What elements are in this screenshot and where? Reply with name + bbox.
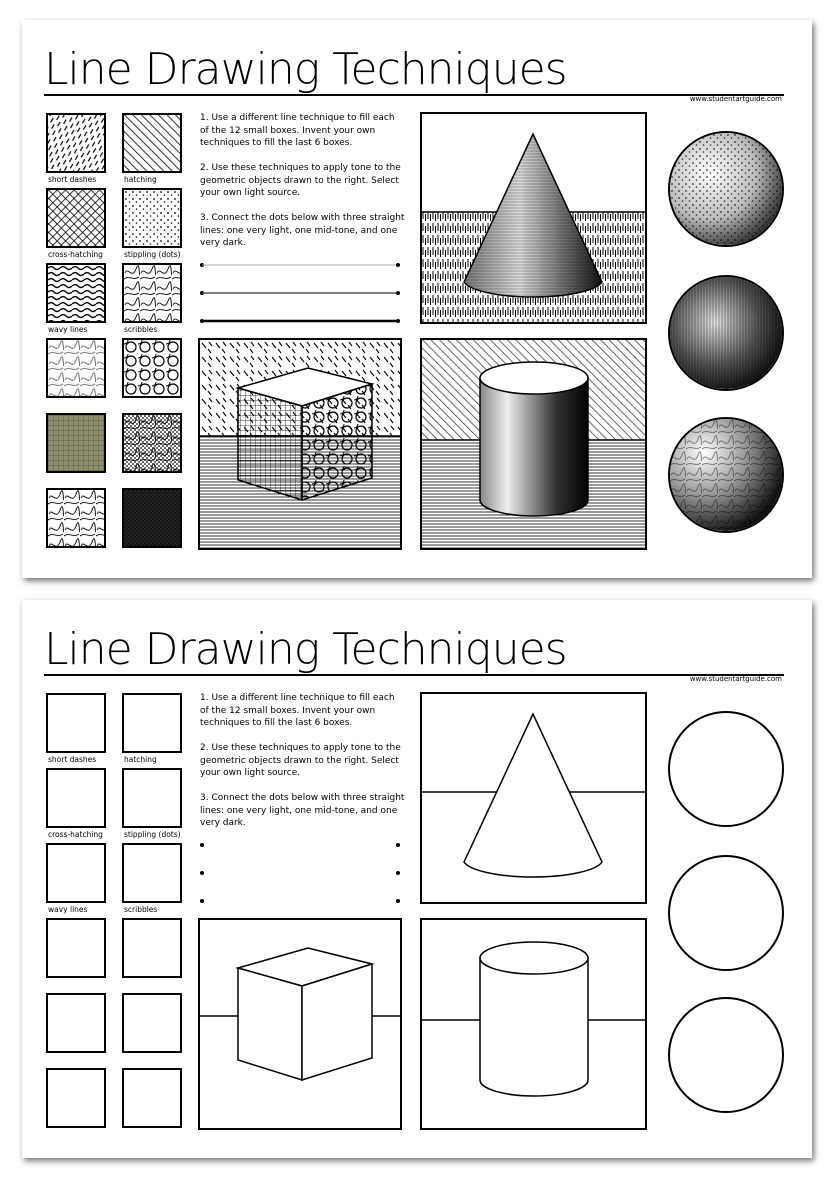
tone-dots-2[interactable] [200, 871, 400, 875]
swatch-short-dashes [46, 113, 106, 173]
instruction-2: 2. Use these techniques to apply tone to the geometric objects drawn to the right. Select your own light source. [200, 743, 401, 778]
swatch-custom-4[interactable] [122, 993, 182, 1053]
cylinder-body [480, 378, 588, 516]
swatch-cross-hatching [46, 188, 106, 248]
swatch-label: stippling (dots) [124, 250, 181, 259]
swatch-wavy-lines[interactable] [46, 843, 106, 903]
swatch-wavy-lines [46, 263, 106, 323]
instruction-3: 3. Connect the dots below with three straight lines: one very light, one mid-tone, and one very dark. [200, 793, 405, 828]
title-rule [44, 674, 784, 676]
title-rule [44, 94, 784, 96]
tone-line-light [200, 263, 400, 267]
swatch-label: scribbles [124, 905, 158, 914]
swatch-label: wavy lines [48, 325, 88, 334]
swatch-hatching[interactable] [122, 693, 182, 753]
worksheet-title: Line Drawing Techniques [44, 44, 567, 95]
swatch-custom-6 [122, 488, 182, 548]
website-url: www.studentartguide.com [689, 675, 782, 683]
swatch-scribbles [122, 263, 182, 323]
cone-shape [464, 714, 602, 877]
swatch-label: cross-hatching [48, 250, 103, 259]
worksheet-blank [22, 600, 812, 1158]
swatch-label: stippling (dots) [124, 830, 181, 839]
swatch-stippling [122, 188, 182, 248]
swatch-stippling[interactable] [122, 768, 182, 828]
cube-panel [198, 338, 402, 550]
swatch-custom-5 [46, 488, 106, 548]
cylinder-body [480, 958, 588, 1096]
cylinder-panel [420, 338, 647, 550]
tone-line-mid [200, 291, 400, 295]
cylinder-top [480, 942, 588, 974]
tone-dots-3[interactable] [200, 899, 400, 903]
instruction-2: 2. Use these techniques to apply tone to the geometric objects drawn to the right. Select your own light source. [200, 163, 401, 198]
swatch-hatching [122, 113, 182, 173]
swatch-scribbles[interactable] [122, 843, 182, 903]
swatch-label: hatching [124, 175, 157, 184]
swatch-cross-hatching[interactable] [46, 768, 106, 828]
swatch-label: short dashes [48, 755, 97, 764]
swatch-label: cross-hatching [48, 830, 103, 839]
tone-line-dark [200, 319, 400, 323]
swatch-custom-4 [122, 413, 182, 473]
sphere-outline-3[interactable] [668, 997, 784, 1113]
swatch-custom-5[interactable] [46, 1068, 106, 1128]
swatch-label: short dashes [48, 175, 97, 184]
swatch-custom-1[interactable] [46, 918, 106, 978]
cylinder-panel[interactable] [420, 918, 647, 1130]
sphere-outline-2[interactable] [668, 855, 784, 971]
worksheet-completed [22, 20, 812, 578]
cube-panel[interactable] [198, 918, 402, 1130]
sphere-outline-1[interactable] [668, 711, 784, 827]
swatch-label: hatching [124, 755, 157, 764]
cube-left-face [238, 388, 302, 500]
instruction-1: 1. Use a different line technique to fill each of the 12 small boxes. Invent your own techniques to fill the last 6 boxes. [200, 693, 395, 728]
swatch-custom-6[interactable] [122, 1068, 182, 1128]
sphere-hatched [668, 275, 784, 391]
cone-panel[interactable] [420, 692, 647, 904]
cylinder-top [480, 362, 588, 394]
sphere-scribbled [668, 417, 784, 533]
swatch-short-dashes[interactable] [46, 693, 106, 753]
swatch-custom-2[interactable] [122, 918, 182, 978]
website-url: www.studentartguide.com [689, 95, 782, 103]
swatch-custom-3[interactable] [46, 993, 106, 1053]
swatch-label: wavy lines [48, 905, 88, 914]
cone-panel [420, 112, 647, 324]
swatch-custom-3 [46, 413, 106, 473]
tone-dots-1[interactable] [200, 843, 400, 847]
sphere-stippled [668, 131, 784, 247]
swatch-custom-1 [46, 338, 106, 398]
instruction-1: 1. Use a different line technique to fill each of the 12 small boxes. Invent your own techniques to fill the last 6 boxes. [200, 113, 395, 148]
swatch-custom-2 [122, 338, 182, 398]
worksheet-title: Line Drawing Techniques [44, 624, 567, 675]
instruction-3: 3. Connect the dots below with three straight lines: one very light, one mid-tone, and one very dark. [200, 213, 405, 248]
cube-left-face [238, 968, 302, 1080]
swatch-label: scribbles [124, 325, 158, 334]
